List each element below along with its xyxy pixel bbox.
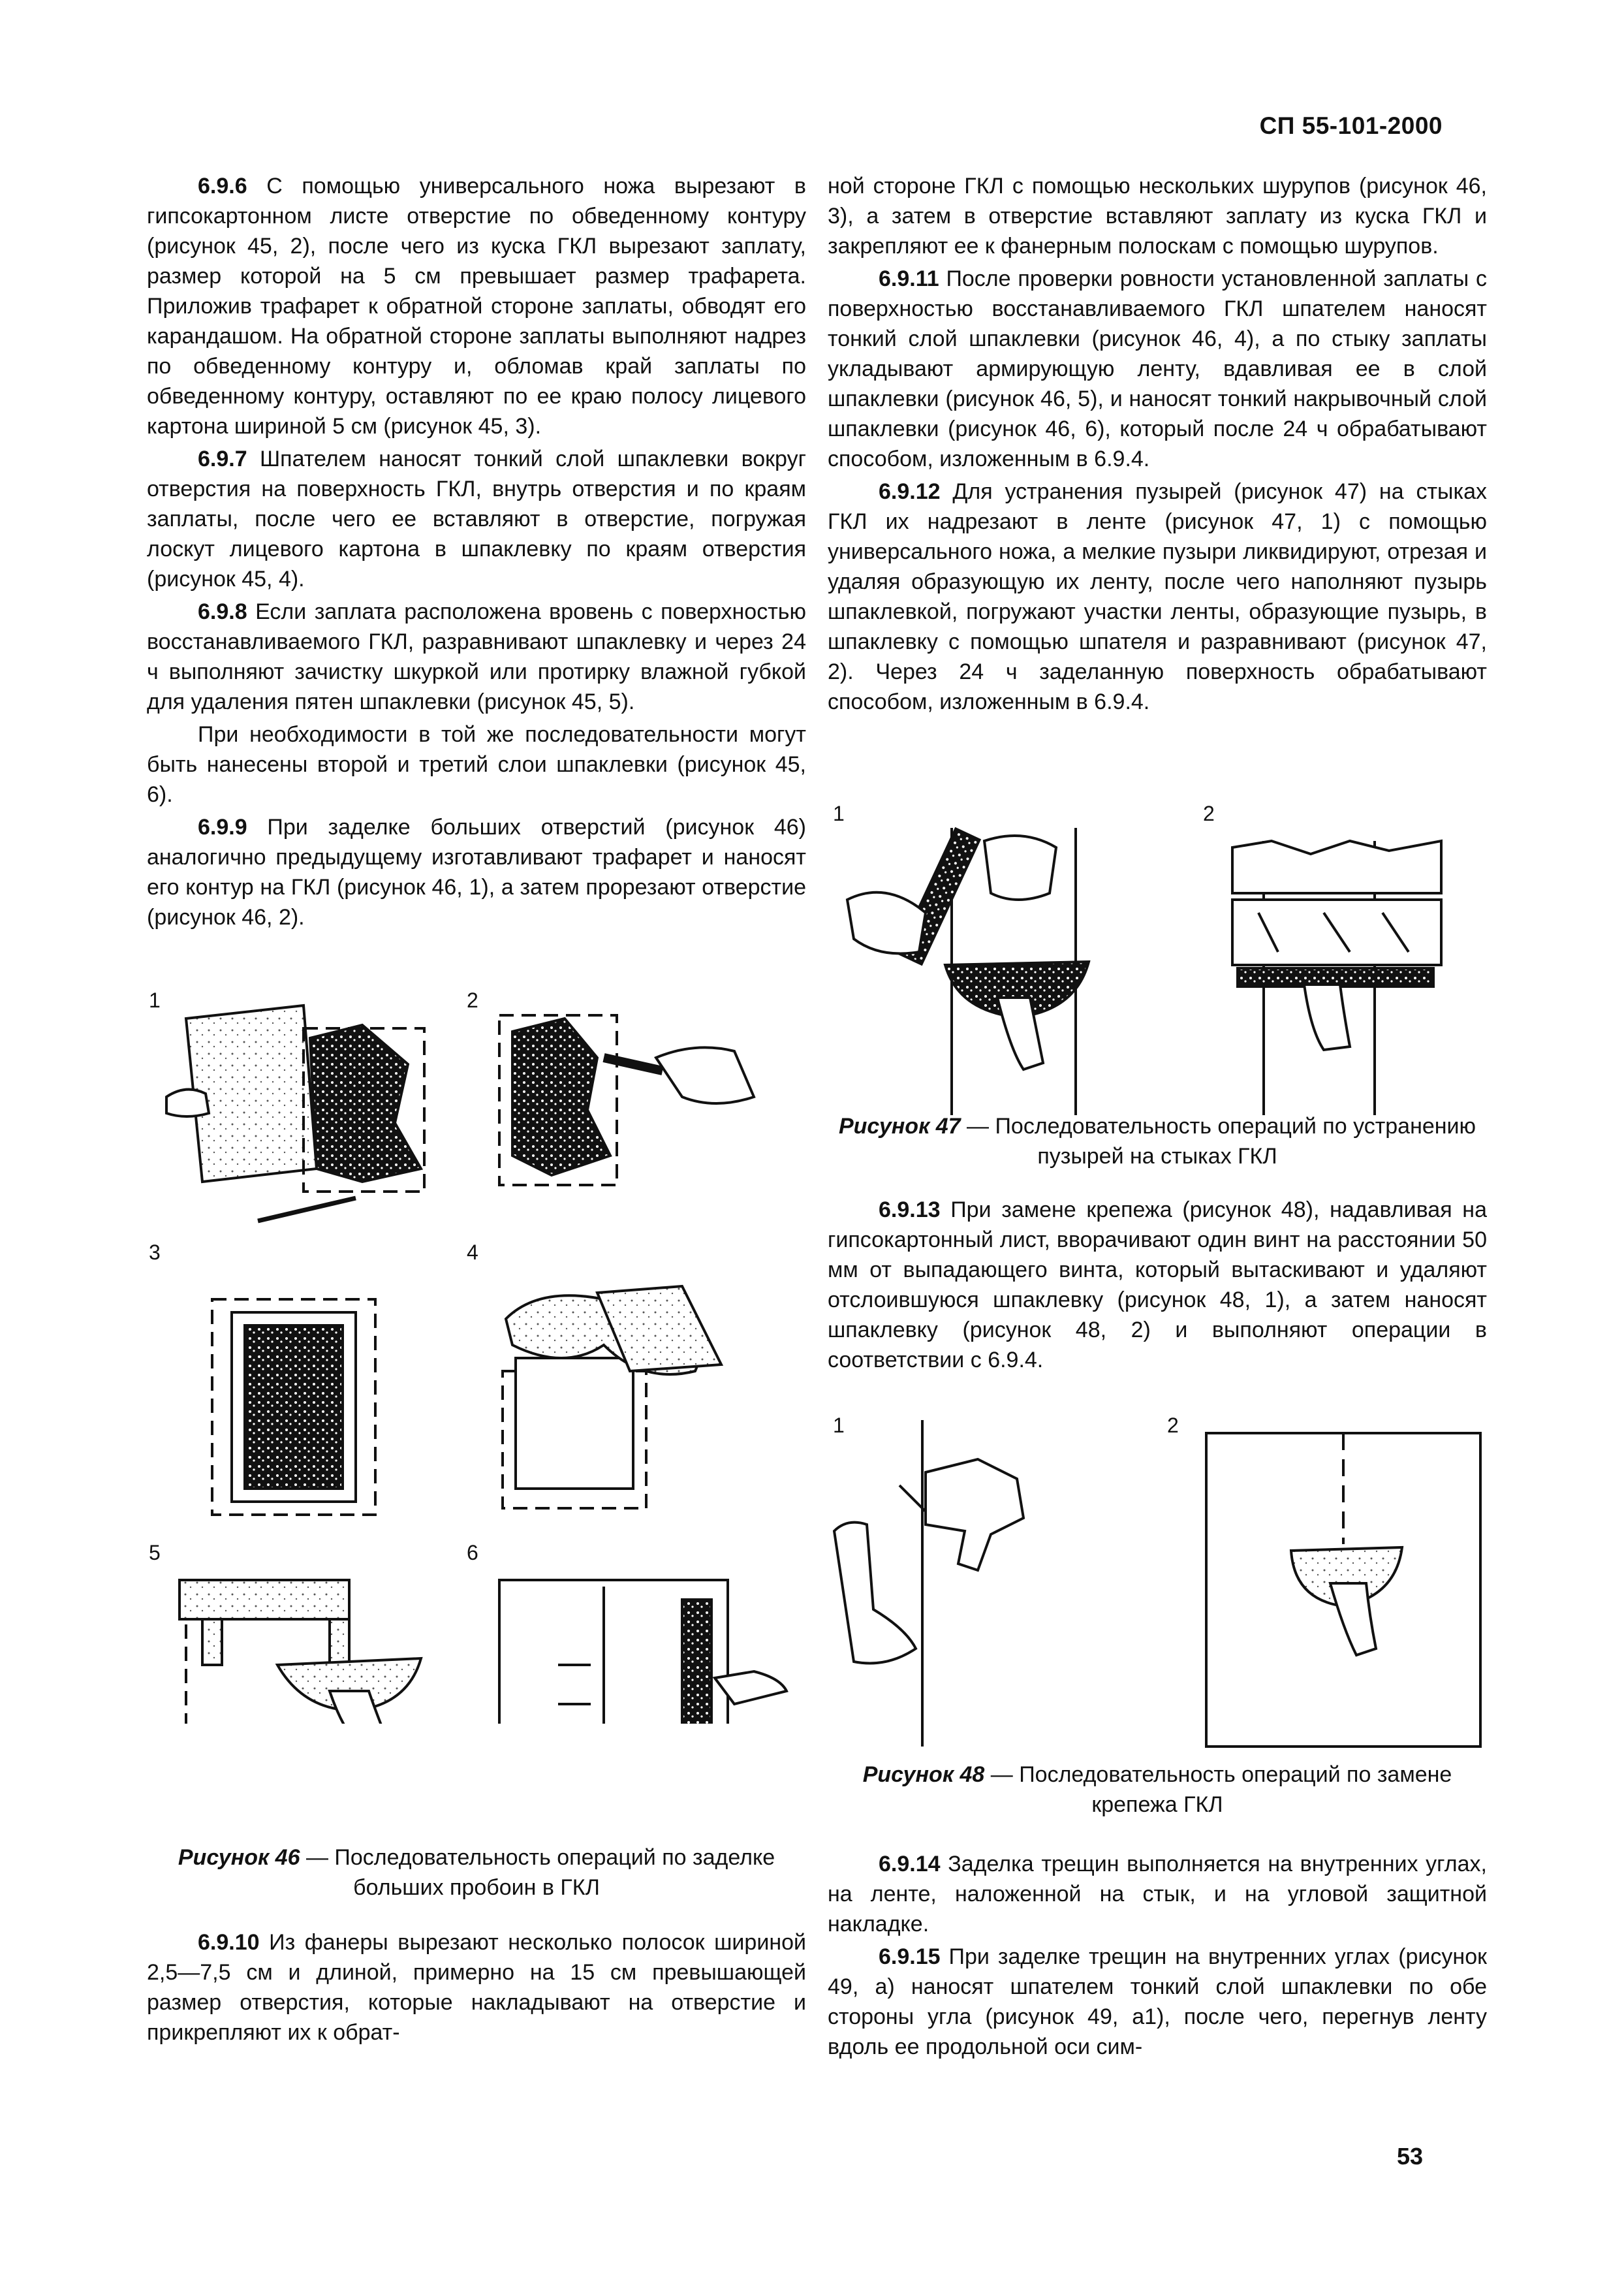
fig46-caption (147, 1842, 806, 1903)
paragraph (147, 812, 806, 932)
paragraph (828, 1195, 1487, 1375)
paragraph (147, 1927, 806, 2048)
fig48-caption-number: Рисунок 48 (862, 1762, 985, 1787)
text-column-left-bottom (147, 1927, 806, 2050)
text-column-right-bottom (828, 1849, 1487, 2064)
fig47-panel-2 (1232, 841, 1441, 1115)
page-number: 53 (1397, 2143, 1424, 2170)
paragraph (828, 477, 1487, 717)
paragraph (828, 264, 1487, 474)
paragraph-text: Если заплата расположена вровень с поверхностью восстанавливаемого ГКЛ, разравнивают шпаклевку и через 24 ч выполняют зачистку шкуркой или протирку влажной губкой для удаления пятен шпаклевки (рисунок 45, 5). (147, 599, 806, 714)
paragraph (147, 171, 806, 441)
fig46-label-1: 1 (149, 988, 161, 1012)
figure-46 (147, 979, 806, 1828)
fig46-label-2: 2 (467, 988, 478, 1012)
text-column-right-top (828, 171, 1487, 720)
fig48-panel-1 (834, 1420, 1023, 1747)
paragraph-text: При заделке больших отверстий (рисунок 46) аналогично предыдущему изготавливают трафарет и наносят его контур на ГКЛ (рисунок 46, 1), а затем прорезают отверстие (рисунок 46, 2). (147, 815, 806, 930)
clause-number: 6.9.7 (198, 447, 247, 471)
fig46-panel-5 (180, 1580, 421, 1724)
paragraph (147, 720, 806, 810)
fig46-label-3: 3 (149, 1241, 161, 1264)
fig47-drawing (828, 802, 1487, 1122)
paragraph-text: Для устранения пузырей (рисунок 47) на стыках ГКЛ их надрезают в ленте (рисунок 47, 1) с помощью универсального ножа, а мелкие пузыри ликвидируют, отрезая и удаляя образующую их ленту, после чего наполняют пузырь шпаклевкой, погружают участки ленты, образующие пузырь, в шпаклевку с помощью шпателя и разравнивают (рисунок 47, 2). Через 24 ч заделанную поверхность обрабатывают способом, изложенным в 6.9.4. (828, 479, 1487, 714)
clause-number: 6.9.12 (879, 479, 941, 504)
fig46-label-4: 4 (467, 1241, 478, 1264)
fig46-panel-4 (503, 1286, 721, 1508)
fig46-panel-2 (499, 1015, 754, 1185)
fig46-panel-6 (499, 1580, 787, 1724)
fig48-label-2: 2 (1167, 1414, 1179, 1437)
paragraph-text: После проверки ровности установленной заплаты с поверхностью восстанавливаемого ГКЛ шпателем наносят тонкий слой шпаклевки (рисунок 46, 4), а по стыку заплаты укладывают армирующую ленту, вдавливая ее в слой шпаклевки (рисунок 46, 5), и наносят тонкий накрывочный слой шпаклевки (рисунок 46, 6), который после 24 ч обрабатывают способом, изложенным в 6.9.4. (828, 266, 1487, 471)
running-header: СП 55-101-2000 (1259, 112, 1443, 139)
fig47-caption-text: — Последовательность операций по устранению пузырей на стыках ГКЛ (960, 1114, 1476, 1169)
clause-number: 6.9.14 (879, 1852, 941, 1876)
fig48-drawing (828, 1414, 1487, 1753)
paragraph-text: Из фанеры вырезают несколько полосок шириной 2,5—7,5 см и длиной, примерно на 15 см превышающей размер отверстия, которые накладывают на отверстие и прикрепляют их к обрат- (147, 1930, 806, 2045)
fig47-caption-number: Рисунок 47 (838, 1114, 961, 1139)
fig46-panel-3 (212, 1299, 375, 1515)
clause-number: 6.9.15 (879, 1944, 941, 1969)
fig48-caption-text: — Последовательность операций по замене крепежа ГКЛ (984, 1762, 1452, 1817)
text-column-right-mid (828, 1195, 1487, 1378)
paragraph-text: Шпателем наносят тонкий слой шпаклевки вокруг отверстия на поверхность ГКЛ, внутрь отверстия и по краям заплаты, после чего ее вставляют в отверстие, погружая лоскут лицевого картона в шпаклевку по краям отверстия (рисунок 45, 4). (147, 447, 806, 592)
paragraph (828, 1849, 1487, 1939)
figure-47 (828, 802, 1487, 1122)
fig47-label-2: 2 (1203, 802, 1215, 825)
fig46-caption-number: Рисунок 46 (178, 1845, 300, 1870)
clause-number: 6.9.10 (198, 1930, 260, 1955)
paragraph (828, 1942, 1487, 2062)
figure-48 (828, 1414, 1487, 1753)
fig46-drawing (147, 979, 806, 1724)
text-column-left-top (147, 171, 806, 935)
paragraph-text: При заделке трещин на внутренних углах (рисунок 49, а) наносят шпателем тонкий слой шпаклевки по обе стороны угла (рисунок 49, а1), после чего, перегнув ленту вдоль ее продольной оси сим- (828, 1944, 1487, 2059)
clause-number: 6.9.8 (198, 599, 247, 624)
fig47-caption (828, 1111, 1487, 1171)
fig48-label-1: 1 (833, 1414, 845, 1437)
fig48-panel-2 (1206, 1433, 1480, 1747)
paragraph-text: ной стороне ГКЛ с помощью нескольких шурупов (рисунок 46, 3), а затем в отверстие вставляют заплату из куска ГКЛ и закрепляют ее к фанерным полоскам с помощью шурупов. (828, 174, 1487, 259)
paragraph (147, 597, 806, 717)
paragraph (147, 444, 806, 594)
paragraph-text: С помощью универсального ножа вырезают в гипсокартонном листе отверстие по обведенному контуру (рисунок 45, 2), после чего из куска ГКЛ вырезают заплату, размер которой на 5 см превышает размер трафарета. Приложив трафарет к обратной стороне заплаты, обводят его карандашом. На обратной стороне заплаты выполняют надрез по обведенному контуру и, обломав край заплаты по обведенному контуру, оставляют по ее краю полосу лицевого картона шириной 5 см (рисунок 45, 3). (147, 174, 806, 439)
fig47-panel-1 (847, 828, 1089, 1115)
fig47-label-1: 1 (833, 802, 845, 825)
clause-number: 6.9.11 (879, 266, 939, 291)
fig48-caption (828, 1760, 1487, 1820)
fig46-label-5: 5 (149, 1541, 161, 1564)
fig46-panel-1 (166, 1005, 424, 1221)
paragraph-text: Заделка трещин выполняется на внутренних углах, на ленте, наложенной на стык, и на угловой защитной накладке. (828, 1852, 1487, 1937)
paragraph-text: При необходимости в той же последовательности могут быть нанесены второй и третий слои шпаклевки (рисунок 45, 6). (147, 722, 806, 807)
clause-number: 6.9.9 (198, 815, 247, 840)
clause-number: 6.9.6 (198, 174, 247, 198)
paragraph-text: При замене крепежа (рисунок 48), надавливая на гипсокартонный лист, вворачивают один винт на расстоянии 50 мм от выпадающего винта, который вытаскивают и удаляют отслоившуюся шпаклевку (рисунок 48, 1), а затем наносят шпаклевку (рисунок 48, 2) и выполняют операции в соответствии с 6.9.4. (828, 1197, 1487, 1372)
paragraph (828, 171, 1487, 261)
fig46-label-6: 6 (467, 1541, 478, 1564)
clause-number: 6.9.13 (879, 1197, 941, 1222)
fig46-caption-text: — Последовательность операций по заделке больших пробоин в ГКЛ (300, 1845, 775, 1900)
